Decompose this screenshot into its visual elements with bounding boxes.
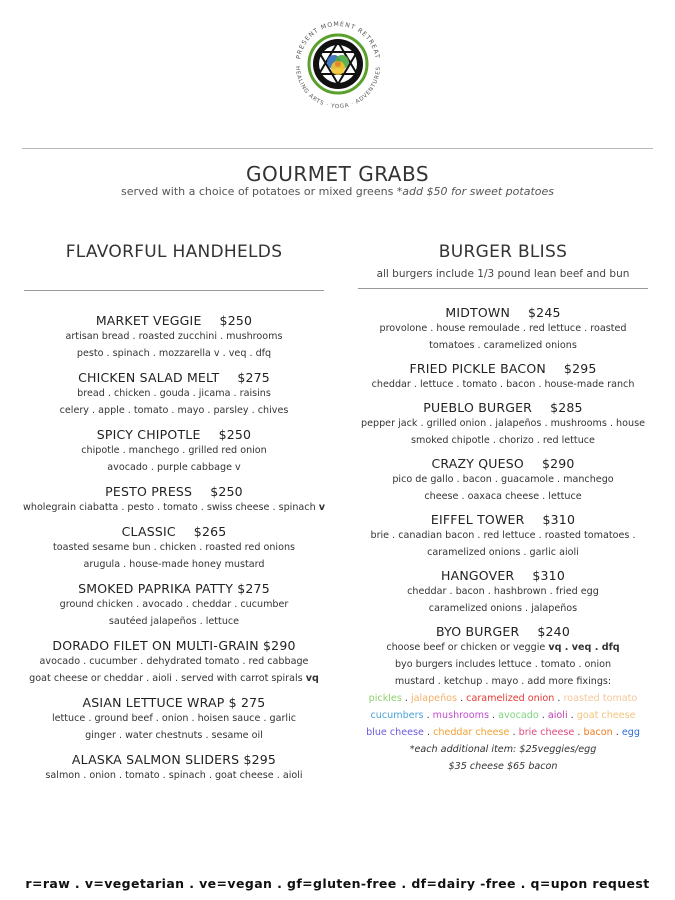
item-name: PUEBLO BURGER <box>423 400 533 415</box>
item-name: SPICY CHIPOTLE <box>96 427 201 442</box>
menu-item <box>18 581 330 630</box>
menu-item <box>352 456 654 505</box>
item-name: ALASKA SALMON SLIDERS $295 <box>71 752 277 767</box>
menu-item-byo-burger <box>352 624 654 775</box>
fixing-option: bacon <box>583 727 613 738</box>
item-description: provolone . house remoulade . red lettuce . roasted tomatoes . caramelized onions <box>379 323 627 351</box>
item-price: $245 <box>528 305 561 320</box>
item-name: SMOKED PAPRIKA PATTY $275 <box>78 581 270 596</box>
item-heading <box>18 695 330 710</box>
item-name: PESTO PRESS <box>105 484 193 499</box>
item-heading <box>352 512 654 527</box>
fixing-option: roasted tomato <box>563 693 638 704</box>
item-price: $265 <box>193 524 227 539</box>
logo-arc-bottom: HEALING ARTS · YOGA · ADVENTURES <box>293 66 383 111</box>
section-subtitle: served with a choice of potatoes or mixed greens *add $50 for sweet potatoes <box>120 185 554 198</box>
item-description: lettuce . ground beef . onion . hoisen sauce . garlic ginger . water chestnuts . sesame oil <box>51 713 297 741</box>
item-price: $310 <box>532 568 565 583</box>
item-price: $250 <box>218 427 252 442</box>
item-description: cheddar . bacon . hashbrown . fried egg caramelized onions . jalapeños <box>407 586 599 614</box>
menu-item <box>18 695 330 744</box>
item-heading <box>18 370 330 385</box>
item-name: ASIAN LETTUCE WRAP $ 275 <box>82 695 266 710</box>
handhelds-list <box>18 313 330 784</box>
fixings-list: pickles . jalapeños . caramelized onion . roasted tomato cucumbers . mushrooms . avocado . aioli . goat cheese blue cheese . cheddar cheese . brie cheese . bacon . egg <box>366 693 640 738</box>
menu-item <box>18 370 330 419</box>
fixing-option: caramelized onion <box>466 693 555 704</box>
item-price: $240 <box>537 624 570 639</box>
item-name: BYO BURGER <box>436 624 520 639</box>
diet-tag: v <box>318 502 325 513</box>
item-heading <box>18 752 330 767</box>
fixing-option: mushrooms <box>432 710 489 721</box>
item-heading <box>18 427 330 442</box>
item-price: $250 <box>210 484 243 499</box>
top-divider <box>22 148 653 149</box>
item-heading <box>18 484 330 499</box>
fixing-option: goat cheese <box>576 710 636 721</box>
item-price: $275 <box>237 370 270 385</box>
item-description: avocado . cucumber . dehydrated tomato . red cabbage goat cheese or cheddar . aioli . served with carrot spirals vq <box>29 656 319 684</box>
menu-item <box>18 484 330 516</box>
burger-divider <box>358 288 648 289</box>
item-name: EIFFEL TOWER <box>430 512 525 527</box>
diet-tag: vq <box>305 673 319 684</box>
item-name: HANGOVER <box>441 568 515 583</box>
fixing-option: egg <box>621 727 640 738</box>
fixing-option: brie cheese <box>518 727 575 738</box>
item-description: brie . canadian bacon . red lettuce . roasted tomatoes . caramelized onions . garlic aioli <box>370 530 636 558</box>
item-name: MARKET VEGGIE <box>95 313 202 328</box>
dietary-legend: r=raw . v=vegetarian . ve=vegan . gf=gluten-free . df=dairy -free . q=upon request <box>25 876 650 891</box>
item-price: $295 <box>563 361 597 376</box>
item-heading <box>18 313 330 328</box>
fixing-option: cucumbers <box>370 710 424 721</box>
item-description: bread . chicken . gouda . jicama . raisins celery . apple . tomato . mayo . parsley . chives <box>59 388 289 416</box>
menu-item <box>18 638 330 687</box>
handhelds-divider <box>24 290 324 291</box>
item-heading <box>352 568 654 583</box>
item-heading <box>352 624 654 639</box>
menu-item <box>18 524 330 573</box>
handhelds-column <box>18 242 330 792</box>
fixing-option: aioli <box>547 710 568 721</box>
burger-title: BURGER BLISS <box>438 242 568 262</box>
item-heading <box>18 581 330 596</box>
retreat-logo <box>282 8 394 120</box>
handhelds-title: FLAVORFUL HANDHELDS <box>65 242 283 262</box>
item-name: MIDTOWN <box>445 305 511 320</box>
menu-item <box>352 568 654 617</box>
item-name: CHICKEN SALAD MELT <box>78 370 220 385</box>
item-price: $290 <box>541 456 575 471</box>
item-description: pepper jack . grilled onion . jalapeños . mushrooms . house smoked chipotle . chorizo . red lettuce <box>361 418 645 446</box>
menu-item <box>18 313 330 362</box>
logo-arc-top: PRESENT MOMENT RETREAT <box>295 20 381 60</box>
item-description: chipotle . manchego . grilled red onion avocado . purple cabbage v <box>81 445 267 473</box>
item-name: FRIED PICKLE BACON <box>409 361 546 376</box>
byo-note: *each additional item: $25veggies/egg <box>409 744 597 755</box>
burger-list <box>352 305 654 617</box>
menu-item <box>18 427 330 476</box>
item-heading <box>352 361 654 376</box>
item-price: $285 <box>550 400 583 415</box>
fixing-option: cheddar cheese <box>433 727 510 738</box>
byo-includes: byo burgers includes lettuce . tomato . onion mustard . ketchup . mayo . add more fixings: <box>394 659 612 687</box>
menu-item <box>352 361 654 393</box>
fixing-option: jalapeños <box>410 693 458 704</box>
menu-item <box>18 752 330 784</box>
item-description: choose beef or chicken or veggie vq . veq . dfq <box>386 642 620 653</box>
item-name: CLASSIC <box>121 524 176 539</box>
item-heading <box>18 638 330 653</box>
fixing-option: avocado <box>498 710 539 721</box>
fixing-option: blue cheese <box>366 727 424 738</box>
burger-column <box>352 242 654 782</box>
byo-note-prices: $35 cheese $65 bacon <box>448 761 558 772</box>
item-name: CRAZY QUESO <box>431 456 524 471</box>
item-description: wholegrain ciabatta . pesto . tomato . swiss cheese . spinach v <box>23 502 325 513</box>
burger-subtitle: all burgers include 1/3 pound lean beef and bun <box>376 268 630 280</box>
item-price: $310 <box>542 512 576 527</box>
item-description: pico de gallo . bacon . guacamole . manchego cheese . oaxaca cheese . lettuce <box>392 474 614 502</box>
item-name: DORADO FILET ON MULTI-GRAIN $290 <box>52 638 296 653</box>
fixing-option: pickles <box>368 693 402 704</box>
menu-item <box>352 400 654 449</box>
item-description: cheddar . lettuce . tomato . bacon . house-made ranch <box>371 379 635 390</box>
item-heading <box>352 456 654 471</box>
item-price: $250 <box>219 313 253 328</box>
item-description: toasted sesame bun . chicken . roasted red onions arugula . house-made honey mustard <box>52 542 296 570</box>
section-title: GOURMET GRABS <box>245 162 430 186</box>
item-description: salmon . onion . tomato . spinach . goat cheese . aioli <box>45 770 303 781</box>
item-heading <box>352 305 654 320</box>
menu-item <box>352 305 654 354</box>
item-description: artisan bread . roasted zucchini . mushrooms pesto . spinach . mozzarella v . veq . dfq <box>65 331 283 359</box>
item-heading <box>18 524 330 539</box>
menu-item <box>352 512 654 561</box>
item-heading <box>352 400 654 415</box>
item-description: ground chicken . avocado . cheddar . cucumber sautéed jalapeños . lettuce <box>59 599 289 627</box>
